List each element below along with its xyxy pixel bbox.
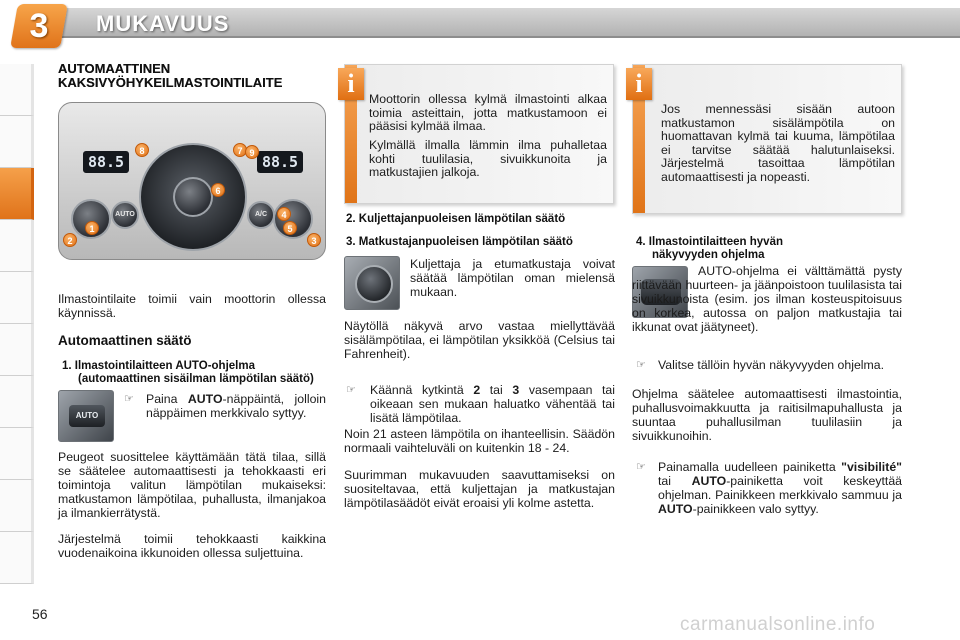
temperature-knob-photo [344, 256, 400, 310]
ac-button-knob [247, 201, 275, 229]
finger-pointer-icon: ☞ [636, 461, 646, 473]
callout-marker: 7 [233, 143, 247, 157]
paragraph: Ohjelma säätelee automaattisesti ilmastointia, puhallusvoimakkuutta ja raitisilmapuhallusta ja suuntaa puhallusilman tuulilasiin ja sivuikkunoihin. [632, 387, 902, 443]
auto-button-label: AUTO [115, 211, 135, 218]
section-title: AUTOMAATTINEN [58, 61, 171, 76]
bullet-text: tai [489, 383, 503, 397]
keyword-auto: AUTO [658, 502, 693, 516]
callout-marker: 4 [277, 207, 291, 221]
chapter-tabs [0, 64, 34, 584]
info-box-cold-engine [344, 64, 614, 204]
temperature-knob-image [355, 265, 393, 303]
callout-marker: 3 [307, 233, 321, 247]
paragraph: Noin 21 asteen lämpötila on ihanteellisin. Säädön normaali vaihteluväli on kuitenkin 18 - 24. [344, 427, 615, 455]
item-1-heading-line2: (automaattinen sisäilman lämpötilan säätö) [78, 373, 314, 385]
item-4-heading-line2: näkyvyyden ohjelma [652, 249, 765, 261]
knob-description: Kuljettaja ja etumatkustaja voivat säätää lämpötilan oman mielensä mukaan. [410, 257, 615, 299]
column-1 [58, 62, 326, 90]
info-box-auto-temperature [632, 64, 902, 214]
finger-pointer-icon: ☞ [124, 393, 134, 405]
bullet-text: vasempaan tai oikeaan sen mukaan haluatko vähentää tai lisätä lämpötilaa. [370, 383, 615, 425]
left-temperature-display: 88.5 [83, 151, 129, 173]
chapter-tab[interactable] [0, 64, 34, 116]
chapter-tab-active[interactable] [0, 168, 34, 220]
item-3-heading: 3. Matkustajanpuoleisen lämpötilan säätö [346, 236, 573, 248]
auto-bullet [124, 392, 326, 420]
callout-marker: 8 [135, 143, 149, 157]
item-1-heading-line1: 1. Ilmastointilaitteen AUTO-ohjelma [62, 360, 255, 372]
climate-control-panel-illustration [58, 102, 326, 260]
chapter-tab[interactable] [0, 428, 34, 480]
finger-pointer-icon: ☞ [346, 384, 356, 396]
callout-marker: 6 [211, 183, 225, 197]
watermark: carmanualsonline.info [680, 614, 876, 635]
cancel-program-bullet [636, 460, 902, 516]
paragraph: Peugeot suosittelee käyttämään tätä tilaa, sillä se säätelee automaattisesti ja tehokkaasti eri toimintoja valitun lämpötilan mukaiseksi: matkustamon lämpötilaa, puhallusta, ilmanjakoa ja ilmankierrätystä. [58, 450, 326, 520]
visibility-bullet [636, 358, 902, 372]
info-icon: i [338, 68, 364, 100]
ac-button-label: A/C [254, 211, 268, 218]
chapter-number: 3 [29, 7, 49, 45]
chapter-tab[interactable] [0, 116, 34, 168]
callout-marker: 9 [245, 145, 259, 159]
finger-pointer-icon: ☞ [636, 359, 646, 371]
keyword-auto: AUTO [691, 474, 727, 488]
info-box-text: Jos mennessäsi sisään autoon matkustamon sisälämpötila on huomattavan kylmä tai kuuma, lämpötilaa ei tarvitse säätää halutunlaiseksi. Järjestelmä tasoittaa lämpötilan automaattisesti ja nopeasti. [661, 102, 895, 184]
bullet-text: -painikkeen valo syttyy. [692, 502, 819, 516]
visibility-intro: AUTO-ohjelma ei välttämättä pysty riittävään huurteen- ja jäänpoistoon tuulilasista tai sivuikkunoista (esim. jos ilman kosteuspitoisuus on korkea, autossa on paljon matkustajia tai ikkunat ovat jäätyneet). [632, 264, 902, 334]
chapter-title: MUKAVUUS [96, 11, 230, 36]
page-number: 56 [32, 606, 48, 622]
auto-button-photo [58, 390, 114, 442]
chapter-tab[interactable] [0, 220, 34, 272]
bullet-text: Valitse tällöin hyvän näkyvyyden ohjelma. [658, 358, 885, 372]
section-title: KAKSIVYÖHYKEILMASTOINTILAITE [58, 75, 283, 90]
bullet-text: tai [658, 474, 671, 488]
chapter-tab[interactable] [0, 272, 34, 324]
callout-marker: 1 [85, 221, 99, 235]
auto-button-image: AUTO [69, 405, 105, 427]
callout-marker: 2 [63, 233, 77, 247]
chapter-tab[interactable] [0, 324, 34, 376]
keyword-visibilite: "visibilité" [841, 460, 902, 474]
keyword-2: 2 [473, 383, 481, 397]
callout-marker: 5 [283, 221, 297, 235]
item-2-heading: 2. Kuljettajanpuoleisen lämpötilan säätö [346, 213, 566, 225]
item-4-heading [636, 236, 906, 262]
bullet-text: -näppäintä, jolloin näppäimen merkkivalo syttyy. [146, 392, 326, 420]
paragraph: Järjestelmä toimii tehokkaasti kaikkina vuodenaikoina ikkunoiden ollessa suljettuina. [58, 532, 326, 560]
fan-speed-knob [173, 177, 213, 217]
keyword-3: 3 [512, 383, 520, 397]
chapter-tab[interactable] [0, 376, 34, 428]
bullet-text: Painamalla uudelleen painiketta [658, 460, 836, 474]
bullet-text: Käännä kytkintä [370, 383, 464, 397]
bullet-text: -painiketta voit keskeyttää ohjelman. Painikkeen merkkivalo sammuu ja [658, 474, 902, 502]
subsection-title: Automaattinen säätö [58, 333, 192, 348]
item-4-heading-line1: 4. Ilmastointilaitteen hyvän [636, 236, 783, 248]
info-box-text: Kylmällä ilmalla lämmin ilma puhalletaa kohti tuulilasia, sivuikkunoita ja matkustajien jalkoja. [369, 138, 607, 179]
paragraph: Suurimman mukavuuden saavuttamiseksi on suositeltavaa, että kuljettajan ja matkustajan lämpötilasäädöt eivät eroaisi yli kolme astetta. [344, 468, 615, 510]
page-header [0, 0, 960, 50]
chapter-tab[interactable] [0, 480, 34, 532]
right-temperature-display: 88.5 [257, 151, 303, 173]
item-1-heading [62, 360, 326, 386]
temperature-bullet [346, 383, 615, 425]
auto-button-knob [111, 201, 139, 229]
intro-paragraph: Ilmastointilaite toimii vain moottorin ollessa käynnissä. [58, 292, 326, 320]
paragraph: Näytöllä näkyvä arvo vastaa miellyttävää sisälämpötilaa, ei lämpötilan yksikköä (Celsius tai Fahrenheit). [344, 319, 615, 361]
keyword-auto: AUTO [187, 392, 223, 406]
info-box-text: Moottorin ollessa kylmä ilmastointi alkaa toimia asteittain, jotta matkustamoon ei pääsisi kylmää ilmaa. [369, 92, 607, 133]
bullet-text: Paina [146, 392, 178, 406]
info-icon: i [626, 68, 652, 100]
chapter-tab[interactable] [0, 532, 34, 584]
